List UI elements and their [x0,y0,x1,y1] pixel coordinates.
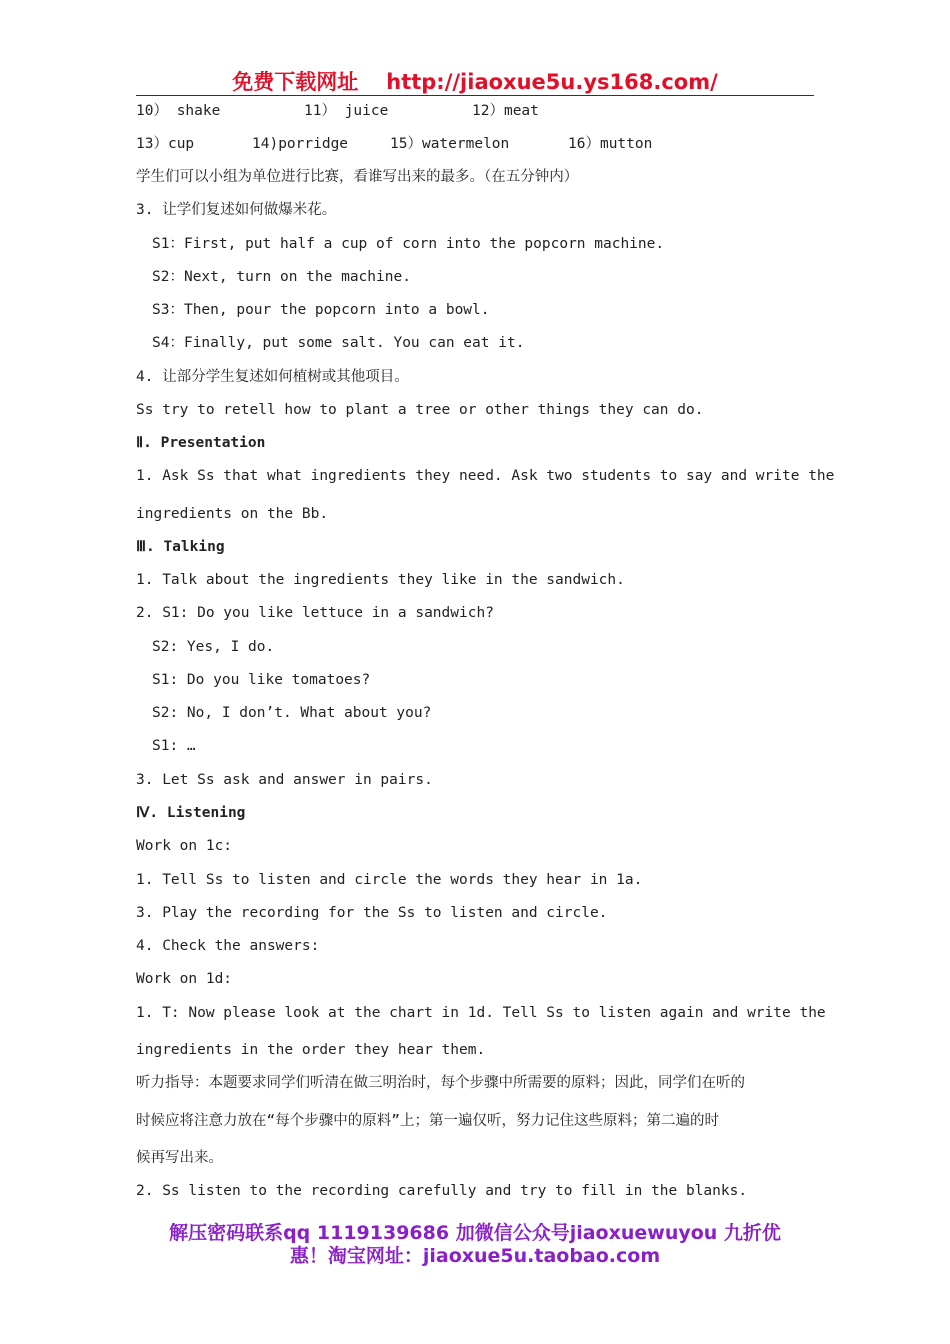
text-line: ingredients in the order they hear them. [136,1042,486,1058]
text-line: 时候应将注意力放在“每个步骤中的原料”上；第一遍仅听，努力记住这些原料；第二遍的时 [136,1113,719,1129]
section-heading-listening: Ⅳ. Listening [136,805,246,821]
dialogue-line: S1: … [152,738,196,754]
text-line: 听力指导：本题要求同学们听清在做三明治时，每个步骤中所需要的原料；因此，同学们在听的 [136,1075,745,1091]
text-line: 4. 让部分学生复述如何植树或其他项目。 [136,369,409,385]
text-line: 候再写出来。 [136,1150,223,1166]
section-heading-presentation: Ⅱ. Presentation [136,435,266,451]
text-line: 1. Ask Ss that what ingredients they need. Ask two students to say and write the [136,468,835,484]
vocab-item: 11） juice [304,103,389,119]
vocab-row-2 [136,135,652,153]
text-line: Work on 1d: [136,971,233,987]
text-line: 1. Talk about the ingredients they like in the sandwich. [136,572,625,588]
vocab-item: 12）meat [472,103,539,119]
vocab-item: 10） shake [136,103,221,119]
text-line: 2. S1: Do you like lettuce in a sandwich? [136,605,494,621]
text-line: 1. Tell Ss to listen and circle the words they hear in 1a. [136,872,643,888]
dialogue-line: S2: No, I don’t. What about you? [152,705,432,721]
text-line: 1. T: Now please look at the chart in 1d. Tell Ss to listen again and write the [136,1005,826,1021]
dialogue-line: S1：First, put half a cup of corn into the popcorn machine. [152,236,665,252]
text-line: Work on 1c: [136,838,233,854]
dialogue-line: S2: Yes, I do. [152,639,275,655]
text-line: Ss try to retell how to plant a tree or other things they can do. [136,402,704,418]
footer-line-1: 解压密码联系qq 1119139686 加微信公众号jiaoxuewuyou 九折优 [169,1222,781,1244]
header-label: 免费下载网址 [232,70,359,94]
text-line: 3. Let Ss ask and answer in pairs. [136,772,433,788]
text-line: ingredients on the Bb. [136,506,329,522]
header-divider [136,95,814,96]
text-line: 学生们可以小组为单位进行比赛，看谁写出来的最多。（在五分钟内） [136,169,579,185]
page-header [136,66,814,96]
section-heading-talking: Ⅲ. Talking [136,539,225,555]
text-line: 3. 让学们复述如何做爆米花。 [136,202,337,218]
vocab-item: 14)porridge [252,136,349,152]
vocab-item: 16）mutton [568,136,653,152]
dialogue-line: S1: Do you like tomatoes? [152,672,371,688]
vocab-row-1 [136,102,539,120]
text-line: 4. Check the answers: [136,938,320,954]
dialogue-line: S3：Then, pour the popcorn into a bowl. [152,302,490,318]
dialogue-line: S4：Finally, put some salt. You can eat it. [152,335,525,351]
vocab-item: 13）cup [136,136,195,152]
vocab-item: 15）watermelon [390,136,510,152]
text-line: 3. Play the recording for the Ss to listen and circle. [136,905,608,921]
text-line: 2. Ss listen to the recording carefully and try to fill in the blanks. [136,1183,748,1199]
header-url-link[interactable]: http://jiaoxue5u.ys168.com/ [386,70,718,94]
dialogue-line: S2：Next, turn on the machine. [152,269,411,285]
footer-line-2: 惠！淘宝网址：jiaoxue5u.taobao.com [289,1245,661,1267]
